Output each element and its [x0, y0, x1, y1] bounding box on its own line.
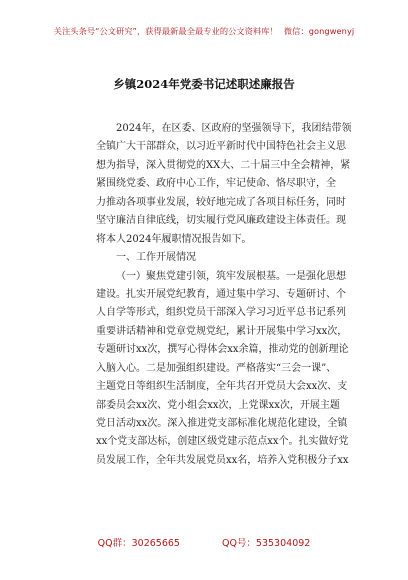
footer-contact-note [0, 535, 408, 549]
body-line: （一）聚焦党建引领，筑牢发展根基。一是强化思想 [116, 270, 346, 282]
body-line: xx个党支部达标，创建区级党建示范点xx个。扎实做好党 [96, 436, 349, 448]
body-line: 员发展工作，全年共发展党员xx名，培养入党积极分子xx [96, 454, 349, 466]
body-line: 将本人2024年履职情况报告如下。 [96, 233, 252, 245]
body-line: 全镇广大干部群众，以习近平新时代中国特色社会主义思 [96, 141, 346, 153]
body-line: 专题研讨xx次，撰写心得体会xx余篇，推动党的创新理论 [96, 344, 349, 356]
header-promo-note [0, 26, 408, 37]
footer-qq-group: QQ群：30265665 [97, 538, 180, 549]
document-body [96, 120, 358, 470]
body-line: 2024年，在区委、区政府的坚强领导下，我团结带领 [116, 123, 352, 134]
body-line: 重要讲话精神和党章党规党纪，累计开展集中学习xx次， [96, 325, 348, 337]
document-title: 乡镇2024年党委书记述职述廉报告 [113, 77, 295, 91]
body-line: 入脑入心。二是加强组织建设。严格落实“三会一课”、 [96, 362, 337, 374]
header-wechat-contact: 微信：gongwenyj [283, 26, 355, 36]
footer-qq-contact: QQ号：535304092 [221, 538, 311, 549]
body-line: 紧围绕党委、政府中心工作，牢记使命、恪尽职守，全 [96, 178, 336, 190]
body-line: 建设。扎实开展党纪教育，通过集中学习、专题研讨、个 [96, 288, 346, 300]
body-line: 想为指导，深入贯彻党的XX大、二十届三中全会精神，紧 [96, 159, 351, 171]
body-line: 人自学等形式，组织党员干部深入学习习近平总书记系列 [96, 307, 346, 319]
body-line: 力推动各项事业发展，较好地完成了各项目标任务，同时 [96, 196, 346, 208]
section-heading: 一、工作开展情况 [116, 252, 196, 264]
header-promo-text: 关注头条号“公文研究”，获得最新最全最专业的公文资料库！ [53, 26, 278, 36]
body-line: 坚守廉洁自律底线，切实履行党风廉政建设主体责任。现 [96, 215, 346, 227]
body-line: 部委员会xx次、党小组会xx次，上党课xx次，开展主题 [96, 399, 340, 411]
body-line: 主题党日等组织生活制度，全年共召开党员大会xx次、支 [96, 381, 348, 393]
body-line: 党日活动xx次。深入推进党支部标准化规范化建设，全镇 [96, 418, 348, 429]
